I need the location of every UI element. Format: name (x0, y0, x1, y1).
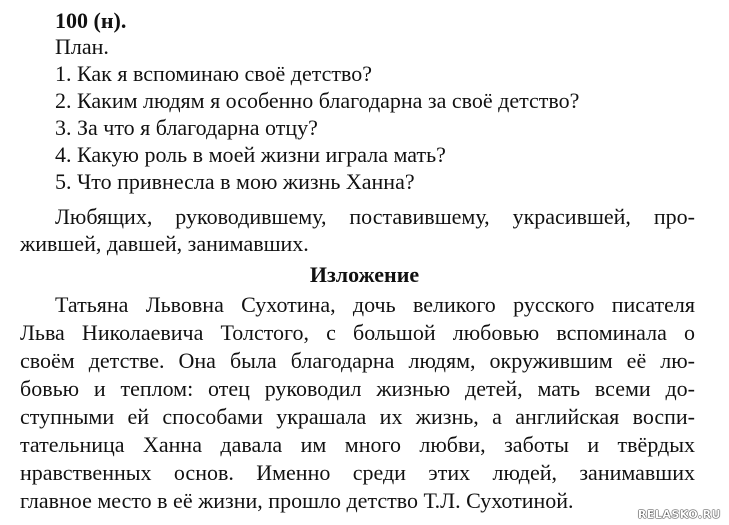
plan-label: План. (55, 34, 109, 59)
plan-item-1: 1. Как я вспоминаю своё детство? (55, 61, 372, 86)
section-heading: Изложение (309, 262, 420, 287)
site-watermark: RELASKO.RU (637, 508, 721, 521)
text-line-6: тательница Ханна давала им много любви, заботы и твёрдых (20, 432, 695, 457)
plan-item-3: 3. За что я благодарна отцу? (55, 115, 318, 140)
text-line-3: своём детстве. Она была благодарна людям, окружившим её лю- (20, 348, 695, 373)
plan-item-5: 5. Что привнесла в мою жизнь Ханна? (55, 169, 415, 194)
text-line-8: главное место в её жизни, прошло детство Т.Л. Сухотиной. (20, 488, 574, 513)
text-line-5: ступными ей способами украшала их жизнь, а английская воспи- (20, 404, 695, 429)
word-list-line-1: Любящих, руководившему, поставившему, украсившей, про- (55, 204, 695, 229)
plan-item-4: 4. Какую роль в моей жизни играла мать? (55, 142, 446, 167)
text-line-7: нравственных основ. Именно среди этих людей, занимавших (20, 460, 695, 485)
text-line-4: бовью и теплом: отец руководил жизнью детей, мать всеми до- (20, 376, 695, 401)
text-line-2: Льва Николаевича Толстого, с большой любовью вспоминала о (20, 320, 695, 345)
plan-item-2: 2. Каким людям я особенно благодарна за своё детство? (55, 88, 580, 113)
exercise-number: 100 (н). (55, 8, 127, 33)
word-list-line-2: жившей, давшей, занимавших. (20, 231, 309, 256)
text-line-1: Татьяна Львовна Сухотина, дочь великого русского писателя (55, 292, 695, 317)
